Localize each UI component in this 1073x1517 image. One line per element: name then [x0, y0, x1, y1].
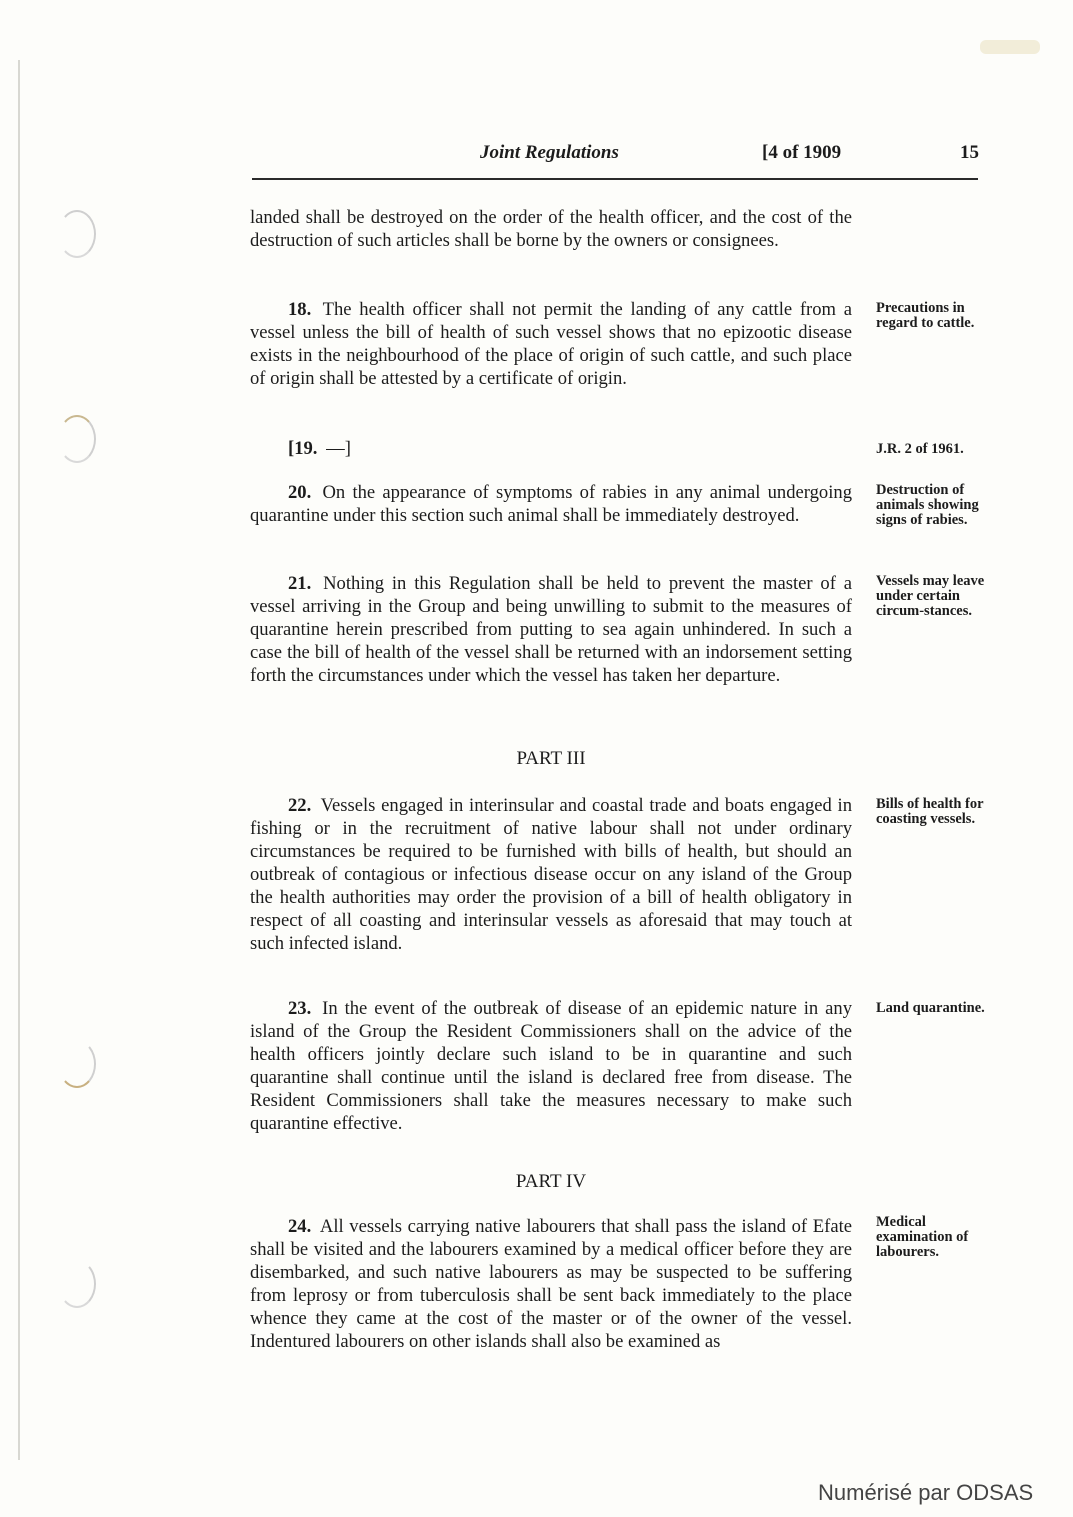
- paragraph-text: In the event of the outbreak of disease of an epidemic nature in any island of the Group the Resident Commissioners shall on the advice of the health officers jointly declare such island to be in quarantine and such quarantine shall continue until the island is declared free from disease. The Resident Commissioners shall take the measures necessary to make such quarantine effective.: [250, 998, 852, 1134]
- section-number: 23.: [288, 998, 312, 1019]
- paragraph-text: Nothing in this Regulation shall be held to prevent the master of a vessel arriving in the Group and being unwilling to submit to the measures of quarantine herein prescribed from putting to sea again unhindered. In such a case the bill of health of the vessel shall be returned with an indorsement setting forth the circumstances under which the vessel has taken her departure.: [250, 573, 852, 686]
- marginal-note-23: Land quarantine.: [876, 1000, 985, 1016]
- page-number: 15: [960, 142, 979, 163]
- running-header: [252, 140, 980, 170]
- header-rule: [252, 178, 978, 180]
- paragraph-text: Vessels engaged in interinsular and coastal trade and boats engaged in fishing or in the recruitment of native labour shall not under ordinary circumstances be required to be furnished with bills of health, but should an outbreak of contagious or infectious disease occur on any island of the Group the health authorities may order the provision of a bill of health obligatory in respect of all coasting and interinsular vessels as aforesaid that may touch at such infected island.: [250, 795, 853, 954]
- digitization-watermark: Numérisé par ODSAS: [818, 1480, 1034, 1505]
- paragraph-text: All vessels carrying native labourers that shall pass the island of Efate shall be visited and the labourers examined by a medical officer before they are disembarked, and such native labourers as may be suspected to be suffering from leprosy or from tuberculosis shall be sent back immediately to the place whence they came at the cost of the master or of the owner of the vessel. Indentured labourers on other islands shall also be examined as: [250, 1216, 852, 1352]
- header-title: Joint Regulations: [480, 142, 619, 163]
- section-number: 18.: [288, 299, 312, 320]
- paragraph-text: —]: [326, 438, 351, 459]
- paragraph-17-continuation: [250, 206, 852, 252]
- paragraph-text: landed shall be destroyed on the order of the health officer, and the cost of the destruction of such articles shall be borne by the owners or consignees.: [250, 207, 852, 251]
- section-number: 20.: [288, 482, 312, 503]
- paragraph-18: [250, 298, 852, 390]
- marginal-note-21: Vessels may leave under certain circum-stances.: [876, 573, 985, 619]
- paragraph-text: The health officer shall not permit the landing of any cattle from a vessel unless the bill of health of such vessel shows that no epizootic disease exists in the neighbourhood of the place of origin of such cattle, and such place of origin shall be attested by a certificate of origin.: [250, 299, 852, 389]
- punch-hole: [58, 1040, 96, 1088]
- part-heading-3: PART III: [516, 748, 586, 769]
- paragraph-19: [250, 437, 852, 460]
- punch-hole: [58, 415, 96, 463]
- paragraph-24: [250, 1215, 852, 1353]
- paragraph-20: [250, 481, 852, 527]
- marginal-note-19: J.R. 2 of 1961.: [876, 441, 964, 457]
- marginal-note-22: Bills of health for coasting vessels.: [876, 796, 984, 827]
- marginal-note-24: Medical examination of labourers.: [876, 1214, 969, 1260]
- paragraph-text: On the appearance of symptoms of rabies in any animal undergoing quarantine under this section such animal shall be immediately destroyed.: [250, 482, 852, 526]
- punch-hole: [58, 1260, 96, 1308]
- section-number: 24.: [288, 1216, 312, 1237]
- binder-edge: [18, 60, 20, 1460]
- section-number: [19.: [288, 438, 318, 459]
- section-number: 22.: [288, 795, 312, 816]
- section-number: 21.: [288, 573, 312, 594]
- paragraph-23: [250, 997, 852, 1135]
- marginal-note-20: Destruction of animals showing signs of rabies.: [876, 482, 979, 528]
- punch-hole: [58, 210, 96, 258]
- marginal-note-18: Precautions in regard to cattle.: [876, 300, 975, 331]
- paragraph-21: [250, 572, 852, 687]
- header-act-reference: [4 of 1909: [762, 142, 842, 163]
- scan-smudge: [980, 40, 1040, 54]
- paragraph-22: [250, 794, 852, 955]
- part-heading-4: PART IV: [515, 1171, 587, 1192]
